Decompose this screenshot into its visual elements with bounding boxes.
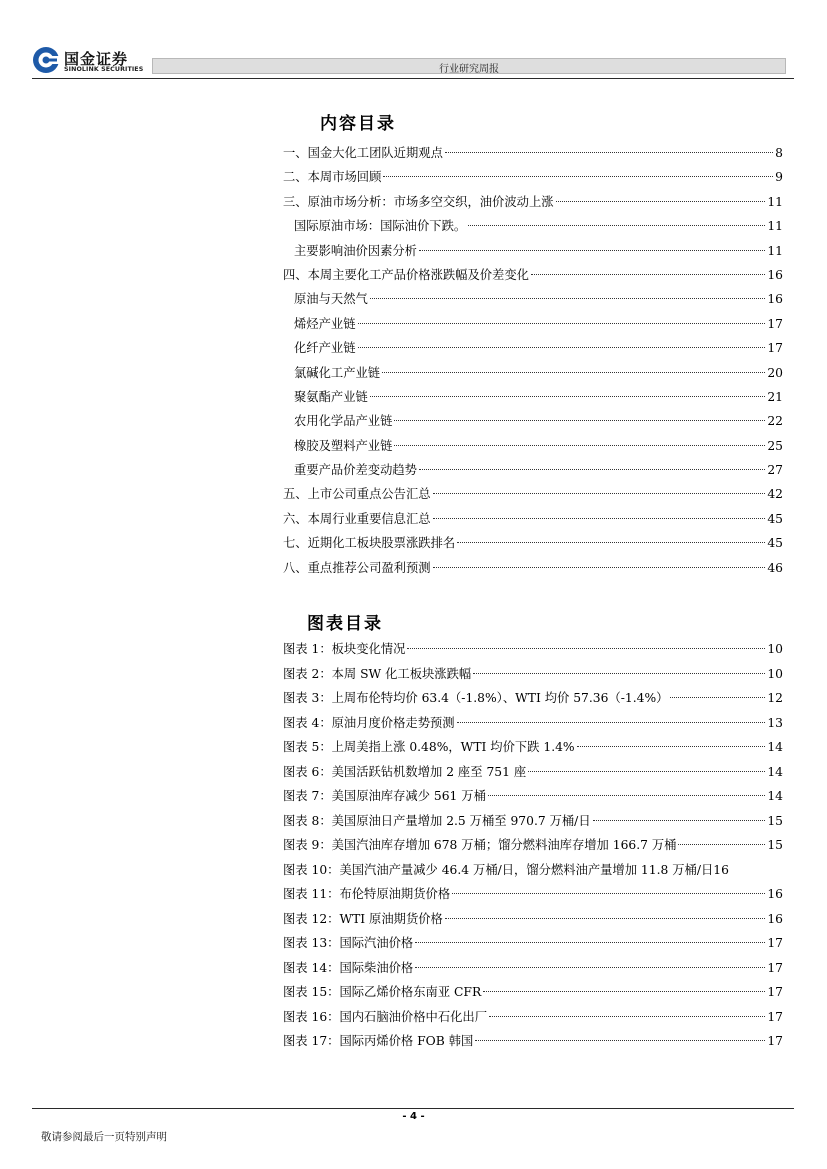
figure-entry[interactable] <box>283 1029 783 1054</box>
dot-leader <box>419 468 765 470</box>
toc-entry-label: 橡胶及塑料产业链 <box>294 438 393 453</box>
header-bar <box>152 58 786 74</box>
dot-leader <box>370 395 766 397</box>
dot-leader <box>358 322 766 324</box>
toc-entry[interactable] <box>283 507 783 531</box>
figure-entry-page-number: 17 <box>767 960 783 975</box>
dot-leader <box>457 721 766 723</box>
figure-entry[interactable] <box>283 956 783 981</box>
toc-entry-page-number: 17 <box>767 341 783 356</box>
figure-entry-label: 图表 13：国际汽油价格 <box>283 936 414 950</box>
figure-entry-label: 图表 6：美国活跃钻机数增加 2 座至 751 座 <box>283 764 527 779</box>
footer-divider <box>32 1108 794 1109</box>
figure-entry-page-number: 16 <box>713 862 729 877</box>
toc-entry-label: 氯碱化工产业链 <box>294 365 381 380</box>
toc-entry-page-number: 17 <box>767 316 783 331</box>
toc-entry-label: 聚氨酯产业链 <box>294 389 368 404</box>
toc-entry-page-number: 25 <box>767 438 783 453</box>
report-type-label: 行业研究周报 <box>439 64 499 75</box>
dot-leader <box>445 151 773 153</box>
toc-entry[interactable] <box>283 434 783 458</box>
toc-entry-page-number: 46 <box>767 560 783 575</box>
dot-leader <box>382 371 765 373</box>
toc-entry-page-number: 21 <box>767 389 783 404</box>
toc-entry-label: 主要影响油价因素分析 <box>294 243 417 258</box>
toc-entry[interactable] <box>283 214 783 238</box>
toc-entry[interactable] <box>283 263 783 287</box>
toc-entry-page-number: 27 <box>767 463 783 478</box>
figure-entry-page-number: 13 <box>767 715 783 730</box>
toc-entry[interactable] <box>283 531 783 555</box>
page-number: - 4 - <box>402 1111 425 1122</box>
dot-leader <box>670 696 765 698</box>
dot-leader <box>483 990 765 992</box>
dot-leader <box>528 770 765 772</box>
sinolink-logo-icon <box>32 46 60 74</box>
toc-entry-label: 八、重点推荐公司盈利预测 <box>283 560 431 575</box>
toc-entry-page-number: 11 <box>767 194 783 209</box>
logo-english-name: SINOLINK SECURITIES <box>64 66 144 73</box>
toc-entry-page-number: 42 <box>767 487 783 502</box>
figure-entry-label: 图表 8：美国原油日产量增加 2.5 万桶至 970.7 万桶/日 <box>283 813 591 828</box>
toc-entry[interactable] <box>283 385 783 409</box>
toc-entry-label: 重要产品价差变动趋势 <box>294 463 417 478</box>
dot-leader <box>593 819 766 821</box>
figure-entry-page-number: 17 <box>767 1034 783 1048</box>
header-divider <box>32 78 794 79</box>
company-logo <box>32 46 152 78</box>
toc-list <box>283 141 783 580</box>
figure-entry-page-number: 12 <box>767 691 783 705</box>
toc-entry-page-number: 20 <box>767 365 783 380</box>
toc-entry-page-number: 45 <box>767 536 783 551</box>
figure-entry-label: 图表 17：国际丙烯价格 FOB 韩国 <box>283 1034 474 1048</box>
toc-entry-page-number: 16 <box>767 267 783 282</box>
dot-leader <box>394 419 765 421</box>
toc-entry-label: 七、近期化工板块股票涨跌排名 <box>283 536 456 551</box>
figure-entry-label: 图表 1：板块变化情况 <box>283 642 406 656</box>
figure-entry-page-number: 14 <box>767 740 783 754</box>
figure-entry-page-number: 17 <box>767 1009 783 1024</box>
toc-entry-label: 原油与天然气 <box>294 292 368 307</box>
toc-entry-label: 烯烃产业链 <box>294 316 356 331</box>
figure-entry-page-number: 16 <box>767 887 783 901</box>
toc-entry-page-number: 45 <box>767 511 783 526</box>
dot-leader <box>556 200 766 202</box>
toc-entry-page-number: 22 <box>767 414 783 429</box>
dot-leader <box>433 492 766 494</box>
dot-leader <box>358 346 766 348</box>
toc-entry-label: 五、上市公司重点公告汇总 <box>283 487 431 502</box>
figure-entry-label: 图表 11：布伦特原油期货价格 <box>283 887 451 901</box>
figure-list-title: 图表目录 <box>307 614 383 634</box>
toc-entry[interactable] <box>283 482 783 506</box>
toc-entry-label: 化纤产业链 <box>294 341 356 356</box>
figure-entry-page-number: 14 <box>767 789 783 803</box>
dot-leader <box>433 517 766 519</box>
figure-entry-label: 图表 16：国内石脑油价格中石化出厂 <box>283 1009 488 1024</box>
dot-leader <box>468 224 765 226</box>
figure-entry-page-number: 10 <box>767 666 783 681</box>
figure-list <box>283 637 783 1054</box>
figure-entry-label: 图表 12：WTI 原油期货价格 <box>283 911 443 926</box>
dot-leader <box>678 843 765 845</box>
figure-entry[interactable] <box>283 1005 783 1030</box>
dot-leader <box>445 917 766 919</box>
dot-leader <box>415 966 765 968</box>
figure-entry-label: 图表 3：上周布伦特均价 63.4（-1.8%）、WTI 均价 57.36（-1.4%） <box>283 691 669 705</box>
toc-entry[interactable] <box>283 287 783 311</box>
dot-leader <box>419 249 765 251</box>
figure-entry-page-number: 14 <box>767 764 783 779</box>
toc-entry-label: 三、原油市场分析：市场多空交织，油价波动上涨 <box>283 194 554 209</box>
figure-entry[interactable] <box>283 686 783 711</box>
figure-entry-label: 图表 2：本周 SW 化工板块涨跌幅 <box>283 666 472 681</box>
figure-entry[interactable] <box>283 931 783 956</box>
figure-entry[interactable] <box>283 907 783 932</box>
toc-title: 内容目录 <box>320 114 396 134</box>
figure-entry[interactable] <box>283 760 783 785</box>
dot-leader <box>433 566 766 568</box>
figure-entry-label: 图表 7：美国原油库存减少 561 万桶 <box>283 789 486 803</box>
dot-leader <box>407 647 765 649</box>
figure-entry[interactable] <box>283 637 783 662</box>
toc-entry[interactable] <box>283 409 783 433</box>
toc-entry-page-number: 11 <box>767 243 783 258</box>
figure-entry[interactable] <box>283 711 783 736</box>
figure-entry-page-number: 17 <box>767 985 783 999</box>
figure-entry-label: 图表 5：上周美指上涨 0.48%，WTI 均价下跌 1.4% <box>283 740 575 754</box>
figure-entry-label: 图表 14：国际柴油价格 <box>283 960 414 975</box>
toc-entry-page-number: 11 <box>767 219 783 234</box>
dot-leader <box>370 297 766 299</box>
figure-entry[interactable] <box>283 858 783 883</box>
figure-entry-page-number: 10 <box>767 642 783 656</box>
dot-leader <box>475 1039 765 1041</box>
dot-leader <box>415 941 765 943</box>
toc-entry[interactable] <box>283 190 783 214</box>
toc-entry-page-number: 9 <box>775 170 783 185</box>
dot-leader <box>457 541 765 543</box>
figure-entry[interactable] <box>283 784 783 809</box>
toc-entry[interactable] <box>283 312 783 336</box>
figure-entry[interactable] <box>283 662 783 687</box>
disclaimer: 敬请参阅最后一页特别声明 <box>41 1131 167 1143</box>
dot-leader <box>394 444 765 446</box>
toc-entry[interactable] <box>283 556 783 580</box>
toc-entry[interactable] <box>283 361 783 385</box>
toc-entry[interactable] <box>283 141 783 165</box>
figure-entry-page-number: 15 <box>767 813 783 828</box>
figure-entry[interactable] <box>283 882 783 907</box>
figure-entry-page-number: 15 <box>767 838 783 852</box>
figure-entry-label: 图表 4：原油月度价格走势预测 <box>283 715 455 730</box>
toc-entry-label: 六、本周行业重要信息汇总 <box>283 511 431 526</box>
dot-leader <box>489 1015 765 1017</box>
figure-entry-label: 图表 10：美国汽油产量减少 46.4 万桶/日，馏分燃料油产量增加 11.8 万桶/日 <box>283 862 714 877</box>
logo-chinese-name: 国金证券 <box>64 50 129 68</box>
dot-leader <box>473 672 765 674</box>
toc-entry[interactable] <box>283 458 783 482</box>
figure-entry-page-number: 17 <box>767 936 783 950</box>
toc-entry-page-number: 8 <box>775 146 783 160</box>
dot-leader <box>577 745 766 747</box>
figure-entry[interactable] <box>283 735 783 760</box>
toc-entry-label: 农用化学品产业链 <box>294 414 393 429</box>
toc-entry-label: 国际原油市场：国际油价下跌。 <box>294 219 467 234</box>
toc-entry[interactable] <box>283 336 783 360</box>
figure-entry-page-number: 16 <box>767 911 783 926</box>
toc-entry-page-number: 16 <box>767 292 783 307</box>
dot-leader <box>488 794 765 796</box>
toc-entry-label: 一、国金大化工团队近期观点 <box>283 146 443 160</box>
dot-leader <box>383 175 773 177</box>
toc-entry-label: 二、本周市场回顾 <box>283 170 382 185</box>
figure-entry[interactable] <box>283 980 783 1005</box>
figure-entry-label: 图表 15：国际乙烯价格东南亚 CFR <box>283 985 482 999</box>
dot-leader <box>531 273 765 275</box>
figure-entry-label: 图表 9：美国汽油库存增加 678 万桶；馏分燃料油库存增加 166.7 万桶 <box>283 838 677 852</box>
figure-entry[interactable] <box>283 809 783 834</box>
toc-entry-label: 四、本周主要化工产品价格涨跌幅及价差变化 <box>283 267 529 282</box>
figure-entry[interactable] <box>283 833 783 858</box>
dot-leader <box>452 892 765 894</box>
toc-entry[interactable] <box>283 239 783 263</box>
toc-entry[interactable] <box>283 165 783 189</box>
